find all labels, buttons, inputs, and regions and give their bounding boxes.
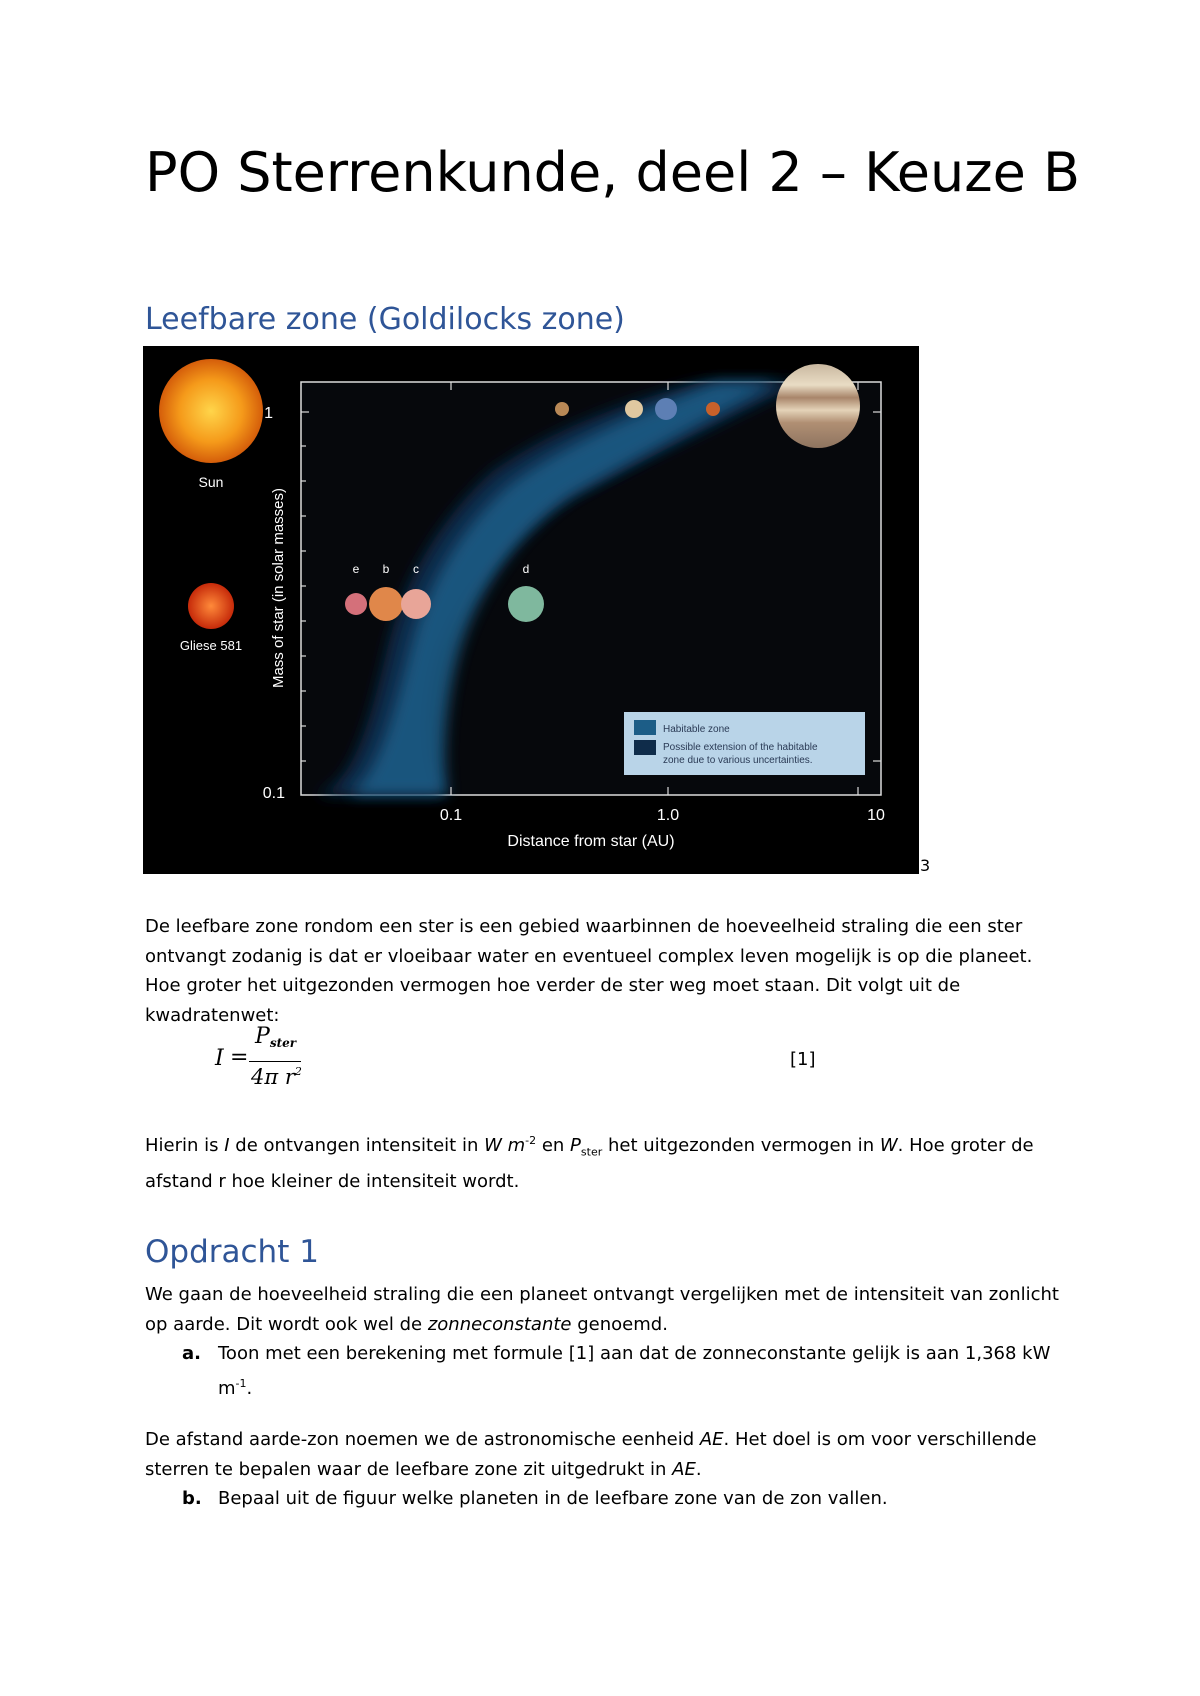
question-a-label: a. bbox=[182, 1343, 201, 1364]
question-b-text: Bepaal uit de figuur welke planeten in de leefbare zone van de zon vallen. bbox=[218, 1488, 888, 1509]
formula-number: [1] bbox=[790, 1049, 816, 1070]
question-b-label: b. bbox=[182, 1488, 202, 1509]
formula-equals: = bbox=[230, 1045, 249, 1070]
planet-letter-c: c bbox=[413, 562, 419, 576]
question-a-text: Toon met een berekening met formule [1] aan dat de zonneconstante gelijk is aan 1,368 kW $m^{-1}$. bbox=[218, 1343, 1051, 1399]
sun-label: Sun bbox=[198, 474, 224, 490]
planet-jupiter bbox=[776, 364, 860, 448]
planet-letter-e: e bbox=[352, 562, 360, 576]
legend bbox=[624, 712, 865, 775]
x-tick-0.1: 0.1 bbox=[439, 807, 463, 824]
planet-earth bbox=[655, 398, 677, 420]
legend-item-habitable: Habitable zone bbox=[663, 724, 730, 735]
gliese-581-image bbox=[188, 583, 234, 629]
x-axis-label: Distance from star (AU) bbox=[507, 833, 675, 850]
planet-gliese-c bbox=[401, 589, 431, 619]
planet-letter-d: d bbox=[522, 562, 530, 576]
planet-gliese-b bbox=[369, 587, 403, 621]
page-title: PO Sterrenkunde, deel 2 – Keuze B bbox=[145, 141, 1081, 204]
legend-item-extension-1: Possible extension of the habitable bbox=[663, 742, 818, 753]
paragraph-astronomical-unit: De afstand aarde-zon noemen we de astronomische eenheid AE. Het doel is om voor verschillende sterren te bepalen waar de leefbare zone zit uitgedrukt in AE. bbox=[145, 1429, 1037, 1480]
paragraph-assignment-intro: We gaan de hoeveelheid straling die een planeet ontvangt vergelijken met de intensiteit van zonlicht op aarde. Dit wordt ook wel de zonneconstante genoemd. bbox=[145, 1284, 1059, 1335]
section-heading-habitable-zone: Leefbare zone (Goldilocks zone) bbox=[145, 302, 625, 337]
footnote-mark: 3 bbox=[920, 856, 931, 875]
habitable-zone-figure bbox=[143, 346, 919, 874]
formula-inverse-square bbox=[215, 1024, 315, 1096]
y-axis-label: Mass of star (in solar masses) bbox=[270, 487, 287, 689]
habitable-zone-diagram bbox=[143, 346, 919, 874]
planet-gliese-e bbox=[345, 593, 367, 615]
sun-image bbox=[159, 359, 263, 463]
formula-denominator: 4π $r^2$ bbox=[251, 1065, 302, 1089]
paragraph-explanation: Hierin is I de ontvangen intensiteit in W $m^{-2}$ en $P_{ster}$ het uitgezonden vermogen in W. Hoe groter de afstand r hoe kleiner de intensiteit wordt. bbox=[145, 1134, 1034, 1193]
gliese-label: Gliese 581 bbox=[179, 638, 243, 653]
planet-gliese-d bbox=[508, 586, 544, 622]
paragraph-intro: De leefbare zone rondom een ster is een gebied waarbinnen de hoeveelheid straling die een ster ontvangt zodanig is dat er vloeibaar water en eventueel complex leven mogelijk is op die planeet. Hoe groter het uitgezonden vermogen hoe verder de ster weg moet staan. Dit volgt uit de kwadratenwet: bbox=[145, 916, 1033, 1026]
y-tick-0.1: 0.1 bbox=[262, 785, 285, 802]
y-tick-1: 1 bbox=[264, 405, 273, 422]
planet-venus bbox=[625, 400, 643, 418]
planet-mercury bbox=[555, 402, 569, 416]
x-tick-1.0: 1.0 bbox=[656, 807, 680, 824]
fraction-bar bbox=[249, 1061, 301, 1062]
legend-item-extension-2: zone due to various uncertainties. bbox=[663, 755, 813, 766]
formula-numerator: $P_{ster}$ bbox=[255, 1024, 297, 1050]
planet-letter-b: b bbox=[382, 562, 390, 576]
section-heading-assignment-1: Opdracht 1 bbox=[145, 1234, 319, 1270]
legend-swatch-habitable bbox=[634, 720, 656, 735]
x-tick-10: 10 bbox=[867, 807, 885, 824]
planet-mars bbox=[706, 402, 720, 416]
formula-lhs: I bbox=[215, 1046, 224, 1071]
legend-swatch-extension bbox=[634, 740, 656, 755]
